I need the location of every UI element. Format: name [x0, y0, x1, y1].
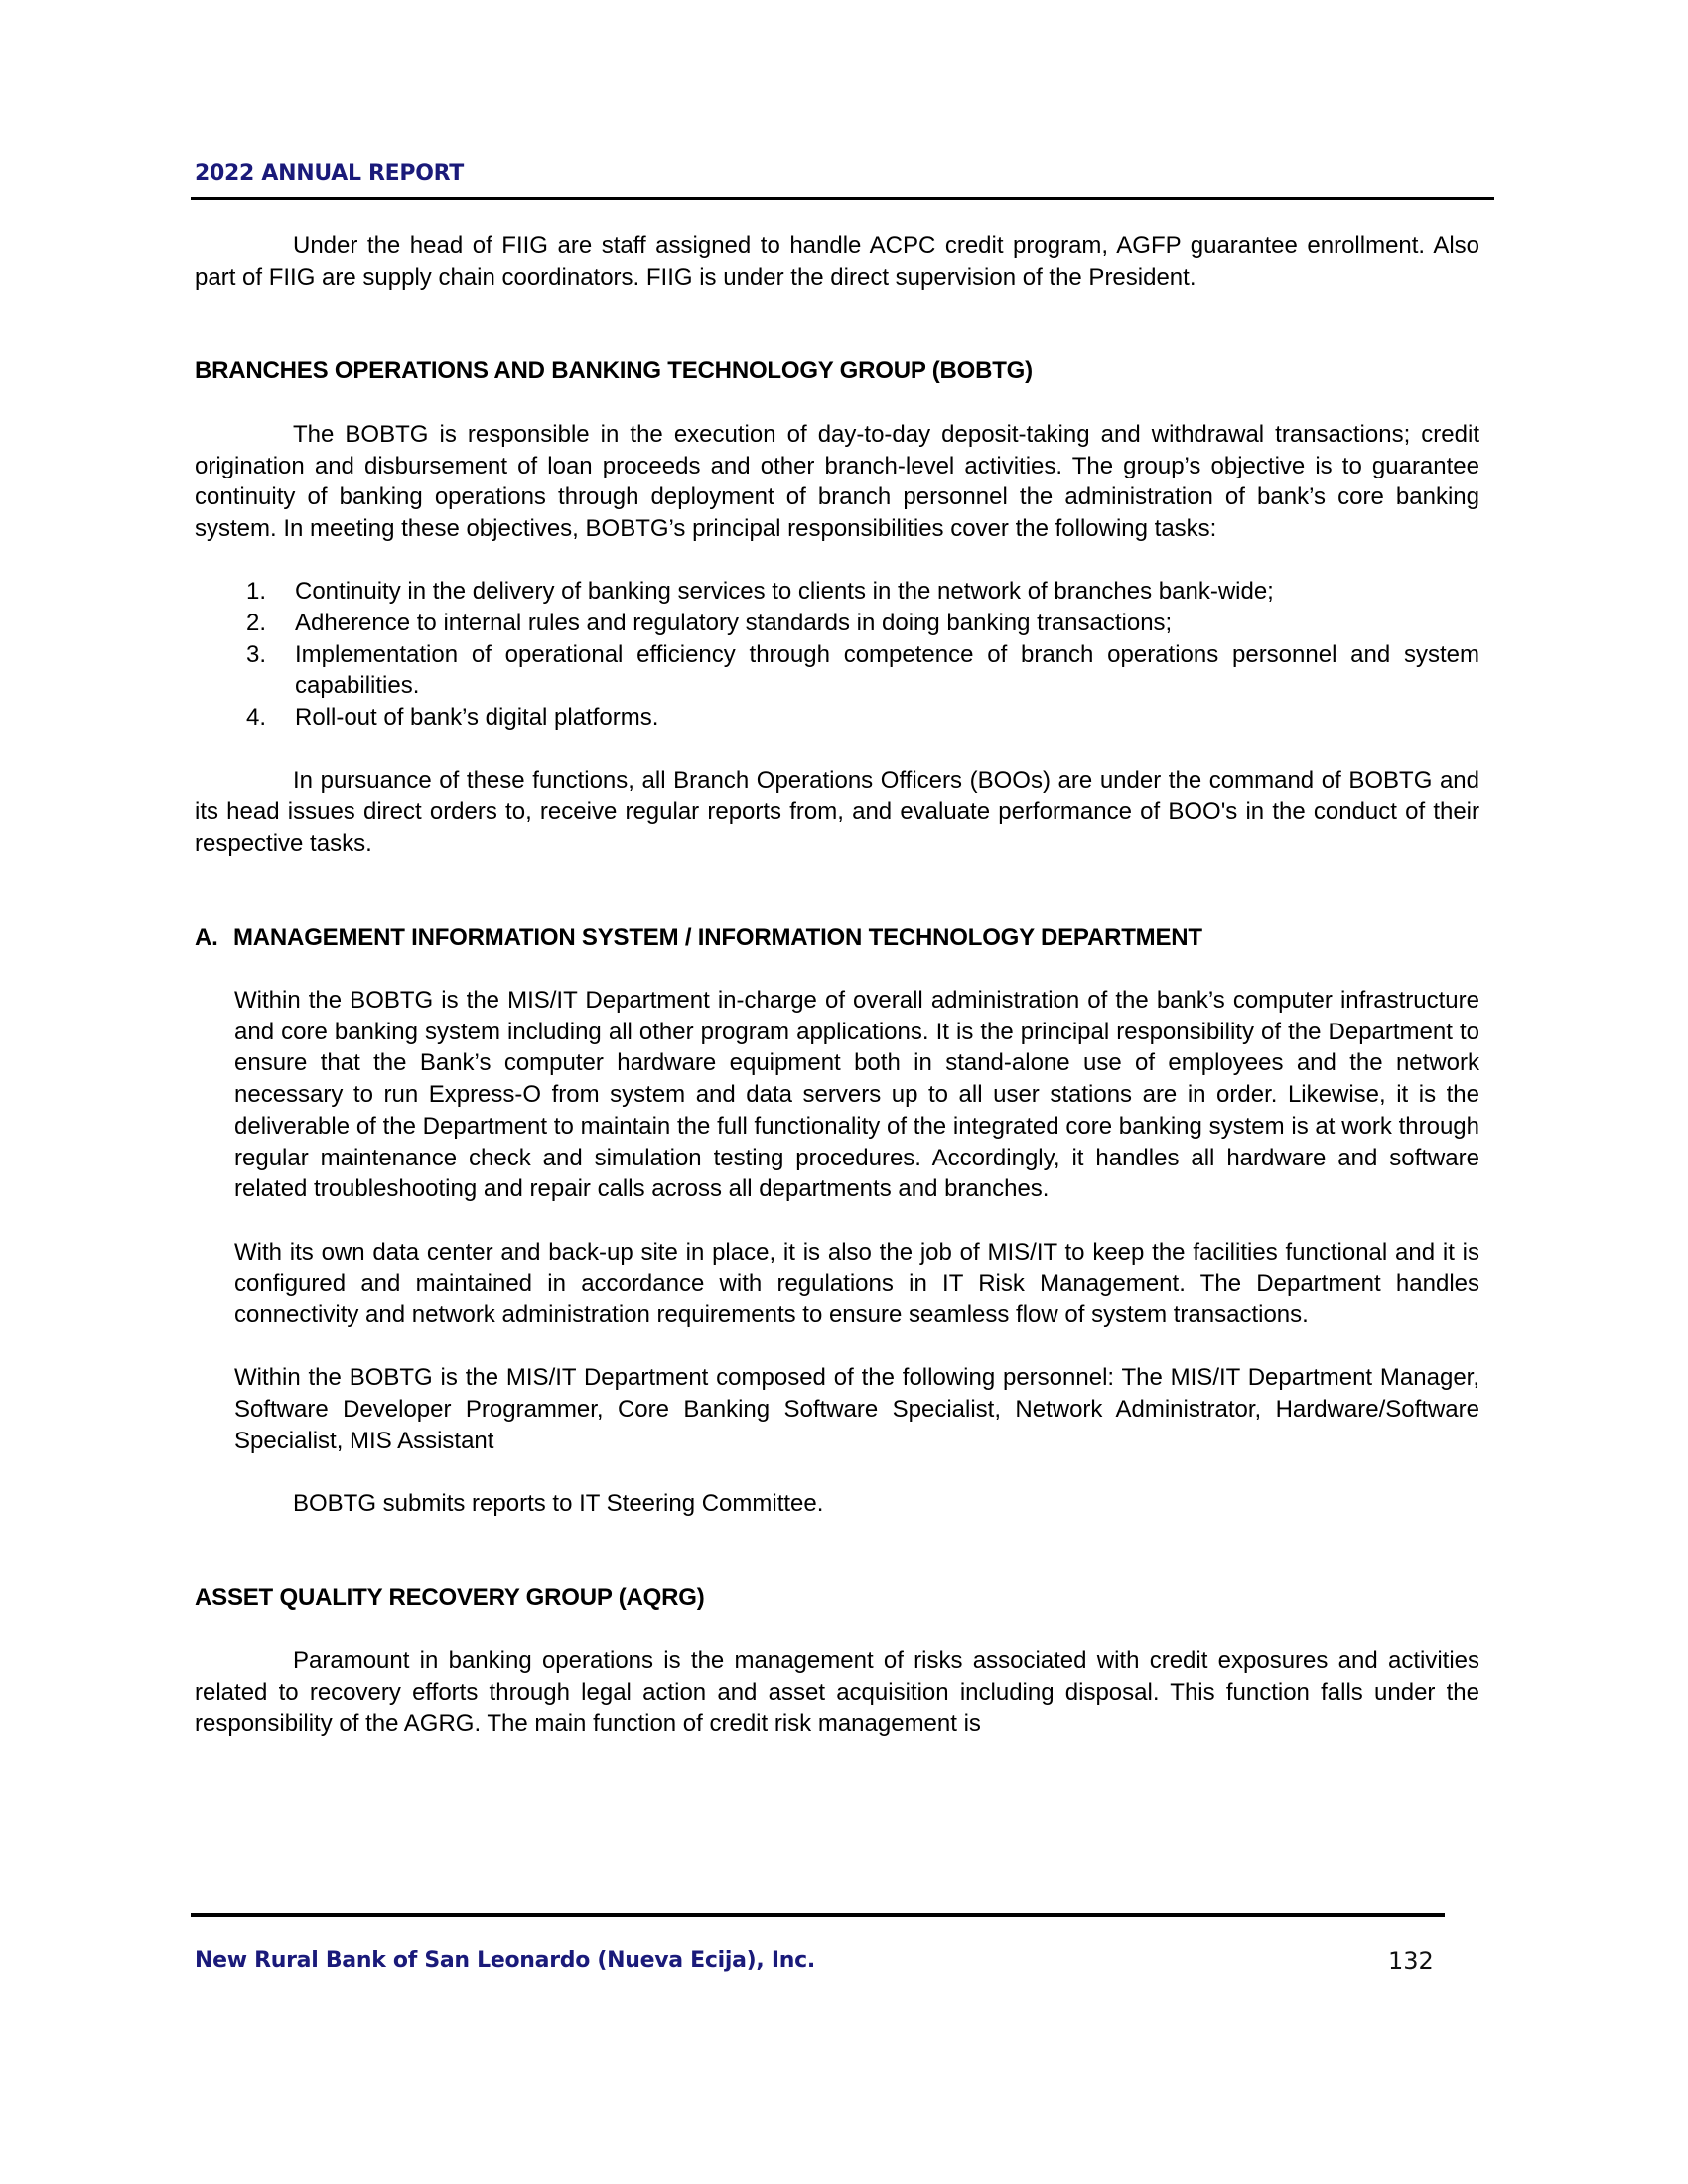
- task-list-item: [195, 702, 1479, 734]
- task-text: Roll-out of bank’s digital platforms.: [295, 704, 659, 732]
- task-number: 3.: [246, 640, 267, 668]
- page-number: 132: [1388, 1947, 1434, 1975]
- task-number: 4.: [246, 704, 267, 732]
- mis-it-paragraph: With its own data center and back-up site in place, it is also the job of MIS/IT to keep the facilities functional and it is configured and maintained in accordance with regulations in IT Risk Management. The Department handles connectivity and network administration requirements to ensure seamless flow of system transactions.: [234, 1238, 1479, 1329]
- task-number: 2.: [246, 610, 267, 636]
- task-list-item: [195, 608, 1479, 639]
- spacer: [195, 293, 1479, 355]
- header-divider: [191, 197, 1494, 200]
- task-text: Adherence to internal rules and regulatory standards in doing banking transactions;: [295, 610, 1173, 636]
- spacer: [195, 545, 1479, 577]
- task-list-item: [195, 576, 1479, 608]
- spacer: [195, 1457, 1479, 1489]
- report-header-title: 2022 ANNUAL REPORT: [195, 161, 464, 186]
- spacer: [195, 1614, 1479, 1646]
- section-letter: A.: [195, 923, 218, 951]
- mis-it-body: [234, 985, 1479, 1457]
- mis-it-reporting-line: BOBTG submits reports to IT Steering Committee.: [293, 1490, 824, 1518]
- aqrg-heading: ASSET QUALITY RECOVERY GROUP (AQRG): [195, 1583, 705, 1611]
- mis-it-heading: [195, 922, 1479, 954]
- intro-paragraph: Under the head of FIIG are staff assigned to handle ACPC credit program, AGFP guarantee enrollment. Also part of FIIG are supply chain coordinators. FIIG is under the direct supervision of the President.: [195, 232, 1479, 291]
- task-text: Implementation of operational efficiency through competence of branch operations personnel and system capabilities.: [295, 640, 1479, 700]
- task-text: Continuity in the delivery of banking services to clients in the network of branches bank-wide;: [295, 578, 1274, 606]
- footer-divider: [191, 1913, 1445, 1917]
- spacer: [195, 860, 1479, 922]
- bobtg-closing-paragraph: In pursuance of these functions, all Branch Operations Officers (BOOs) are under the command of BOBTG and its head issues direct orders to, receive regular reports from, and evaluate performance of BOO's in the conduct of their respective tasks.: [195, 766, 1479, 857]
- bobtg-paragraph: The BOBTG is responsible in the execution of day-to-day deposit-taking and withdrawal transactions; credit origination and disbursement of loan proceeds and other branch-level activities. The group’s objective is to guarantee continuity of banking operations through deployment of branch personnel the administration of bank’s core banking system. In meeting these objectives, BOBTG’s principal responsibilities cover the following tasks:: [195, 420, 1479, 542]
- bobtg-task-list: [195, 576, 1479, 734]
- task-number: 1.: [246, 578, 267, 606]
- mis-it-paragraph: Within the BOBTG is the MIS/IT Department composed of the following personnel: The MIS/IT Department Manager, Software Developer Programmer, Core Banking Software Specialist, Network Administrator, Hardware/Software Specialist, MIS Assistant: [234, 1364, 1479, 1454]
- aqrg-paragraph: Paramount in banking operations is the management of risks associated with credit exposures and activities related to recovery efforts through legal action and asset acquisition including disposal. This function falls under the responsibility of the AGRG. The main function of credit risk management is: [195, 1647, 1479, 1737]
- footer-organization-name: New Rural Bank of San Leonardo (Nueva Ecija), Inc.: [195, 1948, 815, 1973]
- mis-it-paragraph: Within the BOBTG is the MIS/IT Department in-charge of overall administration of the bank’s computer infrastructure and core banking system including all other program applications. It is the principal responsibility of the Department to ensure that the Bank’s computer hardware equipment both in stand-alone use of employees and the network necessary to run Express-O from system and data servers up to all user stations are in order. Likewise, it is the deliverable of the Department to maintain the full functionality of the integrated core banking system is at work through regular maintenance check and simulation testing procedures. Accordingly, it handles all hardware and software related troubleshooting and repair calls across all departments and branches.: [234, 987, 1479, 1203]
- task-list-item: [195, 639, 1479, 702]
- spacer: [234, 1331, 1479, 1363]
- spacer: [195, 1520, 1479, 1582]
- spacer: [195, 953, 1479, 985]
- spacer: [195, 734, 1479, 765]
- bobtg-heading: BRANCHES OPERATIONS AND BANKING TECHNOLOGY GROUP (BOBTG): [195, 357, 1033, 385]
- spacer: [195, 387, 1479, 419]
- mis-it-heading-text: MANAGEMENT INFORMATION SYSTEM / INFORMATION TECHNOLOGY DEPARTMENT: [233, 923, 1202, 951]
- spacer: [234, 1205, 1479, 1237]
- page-body: [195, 230, 1479, 1739]
